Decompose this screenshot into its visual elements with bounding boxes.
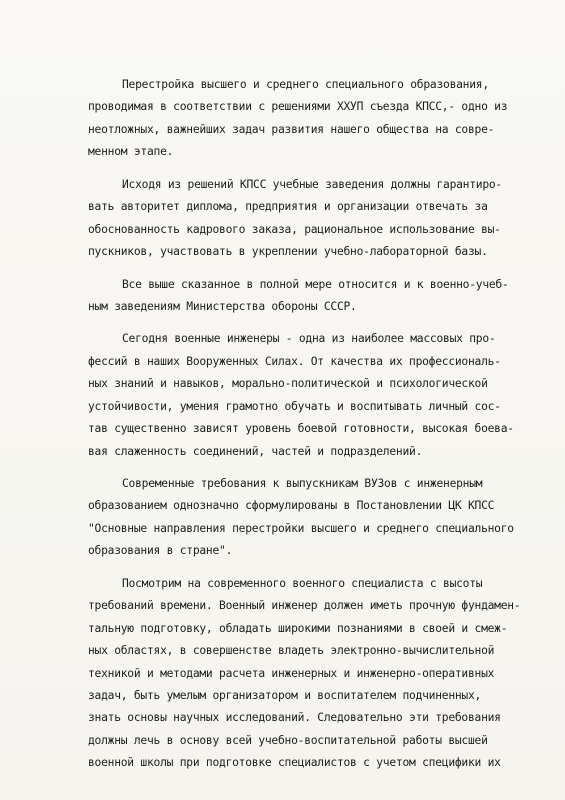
text-line: задач, быть умелым организатором и воспитателем подчиненных, — [88, 688, 482, 702]
paragraph-6 — [88, 573, 550, 775]
text-line: образованием однозначно сформулированы в Постановлении ЦК КПСС — [88, 499, 495, 513]
text-line: Современные требования к выпускникам ВУЗов с инженерным — [122, 477, 483, 490]
text-line: менном этапе. — [88, 145, 174, 159]
text-line: требований времени. Военный инженер должен иметь прочную фундамен- — [88, 599, 521, 613]
paragraph-4 — [88, 328, 550, 463]
paragraph-3 — [88, 274, 550, 319]
text-line: военной школы при подготовке специалистов с учетом специфики их — [88, 756, 501, 770]
text-line: техникой и методами расчета инженерных и инженерно-оперативных — [88, 666, 495, 680]
text-line: ных областях, в совершенстве владеть электронно-вычислительной — [88, 644, 495, 658]
document-body — [88, 74, 550, 775]
text-line: тав существенно зависят уровень боевой готовности, высокая боева- — [88, 422, 514, 436]
text-line: Все выше сказанное в полной мере относится и к военно-учеб- — [122, 277, 509, 291]
text-line: Перестройка высшего и среднего специального образования, — [122, 78, 489, 91]
text-line: должны лечь в основу всей учебно-воспитательной работы высшей — [88, 733, 488, 747]
text-line: Посмотрим на современного военного специалиста с высоты — [122, 576, 483, 590]
text-line: "Основные направления перестройки высшего и среднего специального — [88, 521, 514, 535]
text-line: вая слаженность соединений, частей и подразделений. — [88, 444, 423, 458]
paragraph-2 — [88, 174, 550, 264]
text-line: вать авторитет диплома, предприятия и организации отвечать за — [88, 200, 488, 214]
text-line: образования в стране". — [88, 544, 233, 558]
text-line: тальную подготовку, обладать широкими познаниями в своей и смеж- — [88, 621, 508, 635]
text-line: фессий в наших Вооруженных Силах. От качества их профессиональ- — [88, 354, 501, 368]
paragraph-5 — [88, 473, 550, 563]
paragraph-1 — [88, 74, 550, 164]
text-line: знать основы научных исследований. Следовательно эти требования — [88, 711, 501, 725]
text-line: ным заведениям Министерства обороны СССР. — [88, 299, 357, 313]
text-line: пускников, участвовать в укреплении учебно-лабораторной базы. — [88, 245, 488, 259]
text-line: проводимая в соответствии с решениями ХХУП съезда КПСС,- одно из — [88, 100, 508, 114]
text-line: неотложных, важнейших задач развития нашего общества на совре- — [88, 122, 495, 136]
text-line: обоснованность кадрового заказа, рациональное использование вы- — [88, 222, 501, 236]
text-line: устойчивости, умения грамотно обучать и воспитывать личный сос- — [88, 399, 501, 413]
text-line: Исходя из решений КПСС учебные заведения должны гарантиро- — [122, 177, 502, 191]
text-line: ных знаний и навыков, морально-политической и психологической — [88, 377, 488, 391]
text-line: Сегодня военные инженеры - одна из наиболее массовых про- — [122, 332, 496, 346]
